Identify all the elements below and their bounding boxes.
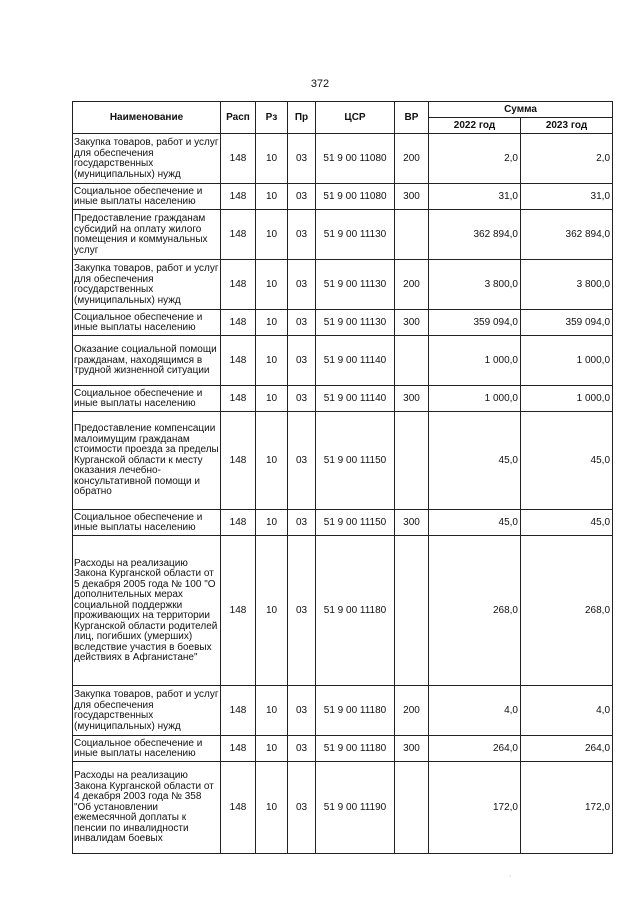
cell-sum-2023: 1 000,0 [521,336,613,386]
cell-name: Оказание социальной помощи гражданам, находящимся в трудной жизненной ситуации [73,336,221,386]
cell-rz: 10 [256,412,288,510]
cell-pr: 03 [288,762,316,854]
cell-rasp: 148 [221,260,256,310]
table-row [73,134,613,184]
cell-sum-2023: 359 094,0 [521,310,613,336]
cell-sum-2022: 362 894,0 [429,210,521,260]
cell-sum-2022: 264,0 [429,736,521,762]
cell-sum-2023: 31,0 [521,184,613,210]
table-row [73,762,613,854]
table-row [73,510,613,536]
cell-sum-2022: 45,0 [429,412,521,510]
cell-pr: 03 [288,412,316,510]
cell-vr [395,210,429,260]
header-rasp: Расп [221,102,256,134]
cell-pr: 03 [288,510,316,536]
table-row [73,536,613,686]
header-year-2023: 2023 год [521,118,613,134]
cell-sum-2023: 45,0 [521,412,613,510]
cell-rz: 10 [256,386,288,412]
cell-rz: 10 [256,536,288,686]
cell-csr: 51 9 00 11140 [316,386,395,412]
cell-pr: 03 [288,686,316,736]
header-csr: ЦСР [316,102,395,134]
cell-rasp: 148 [221,336,256,386]
cell-pr: 03 [288,134,316,184]
cell-rz: 10 [256,686,288,736]
cell-pr: 03 [288,184,316,210]
cell-sum-2023: 362 894,0 [521,210,613,260]
cell-rasp: 148 [221,134,256,184]
cell-sum-2023: 3 800,0 [521,260,613,310]
header-name: Наименование [73,102,221,134]
budget-table [72,101,613,854]
cell-name: Расходы на реализацию Закона Курганской области от 5 декабря 2005 года № 100 "О дополнительных мерах социальной поддержки проживающих на территории Курганской области родителей лиц, погибших (умерших) вследствие участия в боевых действиях в Афганистане" [73,536,221,686]
cell-vr [395,336,429,386]
cell-sum-2022: 1 000,0 [429,386,521,412]
cell-rasp: 148 [221,210,256,260]
cell-sum-2022: 4,0 [429,686,521,736]
cell-csr: 51 9 00 11130 [316,210,395,260]
cell-csr: 51 9 00 11150 [316,412,395,510]
cell-vr: 300 [395,184,429,210]
cell-pr: 03 [288,386,316,412]
header-year-2022: 2022 год [429,118,521,134]
cell-vr: 200 [395,134,429,184]
cell-csr: 51 9 00 11080 [316,184,395,210]
cell-pr: 03 [288,210,316,260]
cell-rz: 10 [256,184,288,210]
cell-csr: 51 9 00 11180 [316,536,395,686]
cell-rz: 10 [256,762,288,854]
cell-name: Предоставление компенсации малоимущим гражданам стоимости проезда за пределы Курганской области к месту оказания лечебно-консультативной помощи и обратно [73,412,221,510]
table-row [73,184,613,210]
cell-rz: 10 [256,210,288,260]
table-row [73,310,613,336]
cell-name: Расходы на реализацию Закона Курганской области от 4 декабря 2003 года № 358 "Об установлении ежемесячной доплаты к пенсии по инвалидности инвалидам боевых [73,762,221,854]
cell-name: Закупка товаров, работ и услуг для обеспечения государственных (муниципальных) нужд [73,134,221,184]
cell-csr: 51 9 00 11130 [316,260,395,310]
cell-sum-2022: 45,0 [429,510,521,536]
cell-rasp: 148 [221,736,256,762]
cell-sum-2022: 31,0 [429,184,521,210]
cell-name: Социальное обеспечение и иные выплаты населению [73,510,221,536]
cell-pr: 03 [288,310,316,336]
table-row [73,686,613,736]
cell-name: Предоставление гражданам субсидий на оплату жилого помещения и коммунальных услуг [73,210,221,260]
cell-rz: 10 [256,510,288,536]
cell-sum-2023: 172,0 [521,762,613,854]
cell-vr: 300 [395,310,429,336]
cell-rasp: 148 [221,686,256,736]
cell-rasp: 148 [221,762,256,854]
header-vr: ВР [395,102,429,134]
table-header [73,102,613,134]
cell-sum-2022: 3 800,0 [429,260,521,310]
cell-vr: 300 [395,386,429,412]
cell-sum-2023: 1 000,0 [521,386,613,412]
table-row [73,736,613,762]
cell-vr: 300 [395,510,429,536]
cell-rasp: 148 [221,412,256,510]
cell-pr: 03 [288,260,316,310]
cell-csr: 51 9 00 11130 [316,310,395,336]
cell-sum-2022: 2,0 [429,134,521,184]
cell-sum-2023: 4,0 [521,686,613,736]
table-row [73,260,613,310]
cell-csr: 51 9 00 11080 [316,134,395,184]
cell-csr: 51 9 00 11140 [316,336,395,386]
cell-vr: 200 [395,260,429,310]
cell-sum-2022: 1 000,0 [429,336,521,386]
header-rz: Рз [256,102,288,134]
cell-vr [395,412,429,510]
cell-sum-2023: 2,0 [521,134,613,184]
cell-rz: 10 [256,134,288,184]
cell-sum-2022: 359 094,0 [429,310,521,336]
cell-csr: 51 9 00 11190 [316,762,395,854]
cell-sum-2023: 45,0 [521,510,613,536]
cell-rz: 10 [256,260,288,310]
cell-sum-2023: 268,0 [521,536,613,686]
table-row [73,412,613,510]
cell-csr: 51 9 00 11180 [316,686,395,736]
cell-pr: 03 [288,536,316,686]
table-body [73,134,613,854]
cell-vr [395,762,429,854]
cell-vr: 300 [395,736,429,762]
cell-rz: 10 [256,336,288,386]
cell-sum-2023: 264,0 [521,736,613,762]
header-pr: Пр [288,102,316,134]
cell-csr: 51 9 00 11180 [316,736,395,762]
cell-name: Закупка товаров, работ и услуг для обеспечения государственных (муниципальных) нужд [73,686,221,736]
cell-name: Закупка товаров, работ и услуг для обеспечения государственных (муниципальных) нужд [73,260,221,310]
header-sum: Сумма [429,102,613,118]
cell-vr [395,536,429,686]
cell-csr: 51 9 00 11150 [316,510,395,536]
cell-rasp: 148 [221,310,256,336]
scan-dot: · [509,873,512,880]
cell-rasp: 148 [221,510,256,536]
cell-name: Социальное обеспечение и иные выплаты населению [73,310,221,336]
table-row [73,386,613,412]
page-number: 372 [310,78,330,90]
cell-name: Социальное обеспечение и иные выплаты населению [73,184,221,210]
table-row [73,336,613,386]
cell-pr: 03 [288,736,316,762]
cell-sum-2022: 172,0 [429,762,521,854]
cell-vr: 200 [395,686,429,736]
cell-pr: 03 [288,336,316,386]
cell-sum-2022: 268,0 [429,536,521,686]
cell-rz: 10 [256,736,288,762]
cell-rasp: 148 [221,386,256,412]
cell-name: Социальное обеспечение и иные выплаты населению [73,736,221,762]
cell-rasp: 148 [221,184,256,210]
cell-rz: 10 [256,310,288,336]
cell-name: Социальное обеспечение и иные выплаты населению [73,386,221,412]
table-row [73,210,613,260]
cell-rasp: 148 [221,536,256,686]
